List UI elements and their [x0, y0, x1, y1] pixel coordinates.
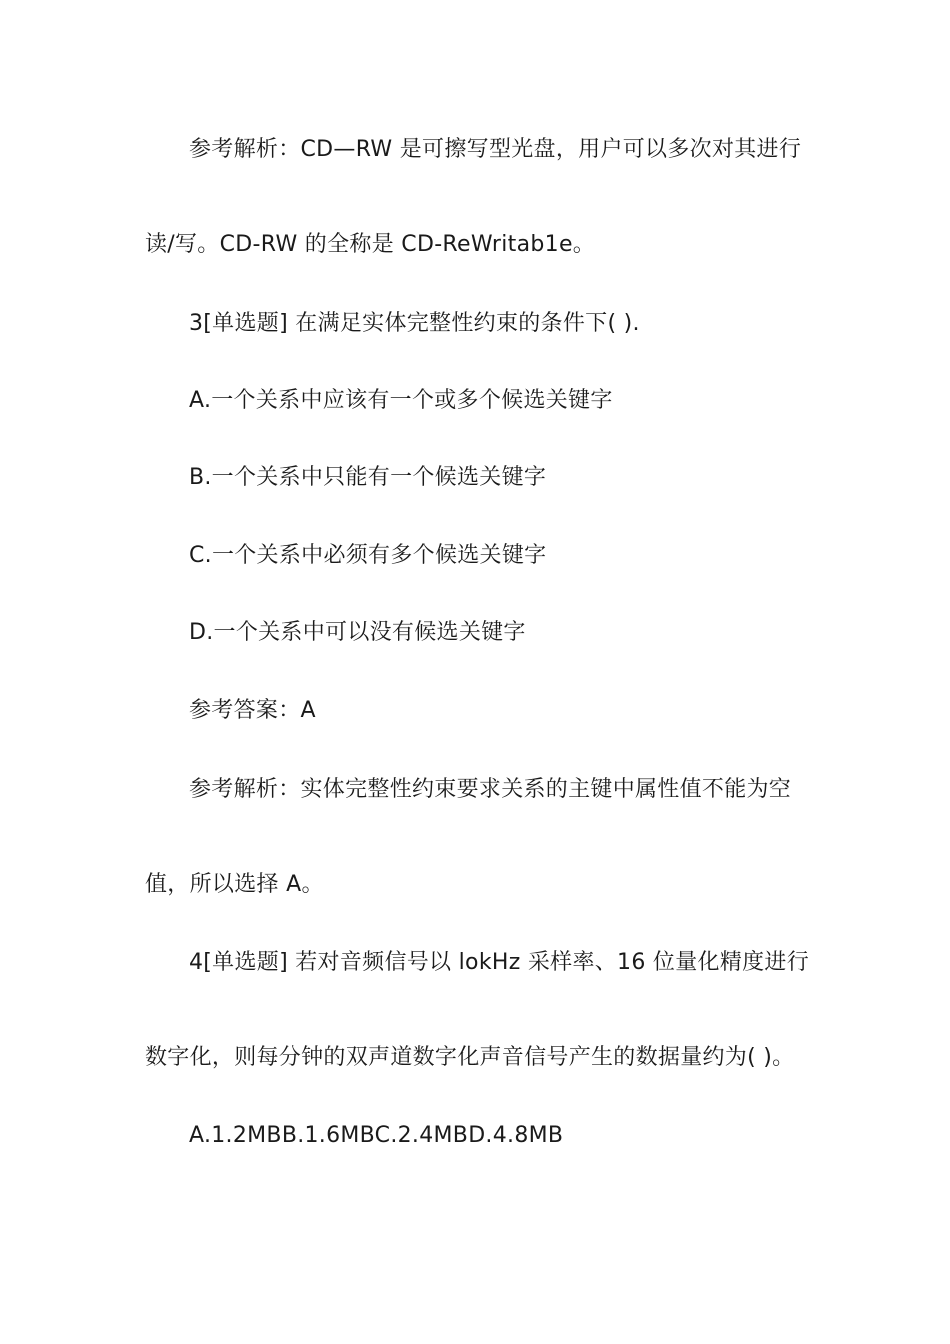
- question-3-option-a: A.一个关系中应该有一个或多个候选关键字: [189, 388, 613, 413]
- question-3-option-c: C.一个关系中必须有多个候选关键字: [189, 543, 547, 568]
- question-3-stem: 3[单选题] 在满足实体完整性约束的条件下( ).: [189, 311, 640, 336]
- question-3-option-b: B.一个关系中只能有一个候选关键字: [189, 465, 547, 490]
- question-3-option-d: D.一个关系中可以没有候选关键字: [189, 620, 526, 645]
- question-4-stem-line-2: 数字化，则每分钟的双声道数字化声音信号产生的数据量约为( )。: [145, 1045, 795, 1070]
- question-4-options: A.1.2MBB.1.6MBC.2.4MBD.4.8MB: [189, 1123, 564, 1148]
- question-4-stem-line-1: 4[单选题] 若对音频信号以 lokHz 采样率、16 位量化精度进行: [189, 950, 810, 975]
- question-3-answer: 参考答案：A: [189, 698, 316, 723]
- explanation-line-2: 读/写。CD-RW 的全称是 CD-ReWritab1e。: [145, 232, 596, 257]
- question-3-explanation-line-1: 参考解析：实体完整性约束要求关系的主键中属性值不能为空: [189, 777, 792, 802]
- explanation-line-1: 参考解析：CD—RW 是可擦写型光盘，用户可以多次对其进行: [189, 137, 802, 162]
- question-3-explanation-line-2: 值，所以选择 A。: [145, 872, 324, 897]
